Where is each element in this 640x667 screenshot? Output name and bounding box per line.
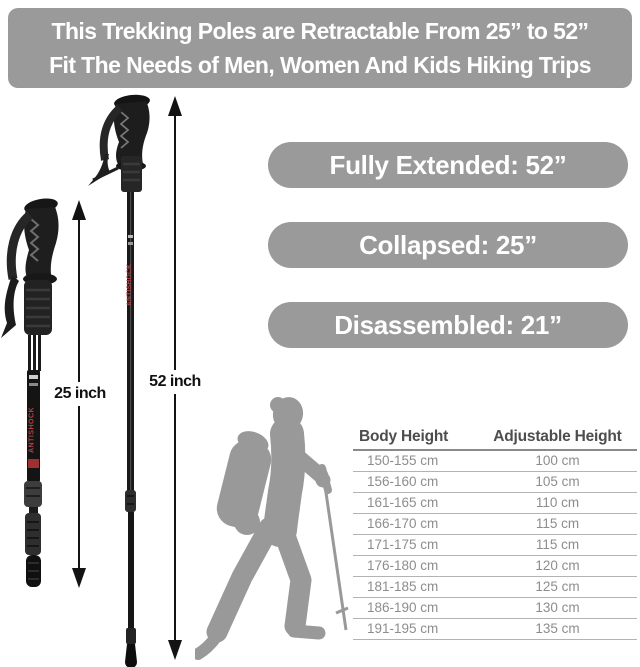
brand-text: ANTISHOCK <box>126 263 133 306</box>
cell-adjustable-height: 105 cm <box>535 474 580 489</box>
cell-body-height: 156-160 cm <box>367 474 439 489</box>
cell-body-height: 161-165 cm <box>367 495 439 510</box>
arrow-down-icon <box>72 568 86 588</box>
cell-body-height: 176-180 cm <box>367 558 439 573</box>
table-row <box>353 577 637 598</box>
table-row <box>353 598 637 619</box>
cell-body-height: 191-195 cm <box>367 621 439 636</box>
size-table <box>353 420 637 640</box>
hiker-silhouette <box>195 392 350 667</box>
cell-adjustable-height: 115 cm <box>535 537 580 552</box>
cell-adjustable-height: 135 cm <box>535 621 580 636</box>
cell-body-height: 186-190 cm <box>367 600 439 615</box>
table-row <box>353 556 637 577</box>
pole-foam-grip <box>24 280 52 335</box>
cell-adjustable-height: 130 cm <box>535 600 580 615</box>
arrow-down-icon <box>168 640 182 660</box>
pole-shaft <box>24 335 42 587</box>
banner-line-1: This Trekking Poles are Retractable From 25” to 52” <box>51 18 589 44</box>
column-header-body-height: Body Height <box>359 428 449 445</box>
table-row <box>353 451 637 472</box>
cell-body-height: 150-155 cm <box>367 453 439 468</box>
table-row <box>353 472 637 493</box>
cell-adjustable-height: 120 cm <box>535 558 580 573</box>
table-row <box>353 493 637 514</box>
cell-body-height: 181-185 cm <box>367 579 439 594</box>
title-banner <box>8 8 632 88</box>
table-row <box>353 619 637 640</box>
banner-line-2: Fit The Needs of Men, Women And Kids Hiking Trips <box>49 52 591 78</box>
cell-adjustable-height: 100 cm <box>535 453 580 468</box>
cell-adjustable-height: 110 cm <box>535 495 580 510</box>
extended-length-label: 52 inch <box>144 370 206 394</box>
cell-adjustable-height: 115 cm <box>535 516 580 531</box>
pole-foam-grip <box>121 156 142 192</box>
pole-shaft <box>125 192 137 667</box>
cell-body-height: 166-170 cm <box>367 516 439 531</box>
column-header-adjustable-height: Adjustable Height <box>493 428 622 445</box>
badge-fully-extended: Fully Extended: 52” <box>268 142 628 188</box>
brand-text: ANTISHOCK <box>28 406 36 453</box>
collapsed-length-label: 25 inch <box>49 382 111 406</box>
cell-body-height: 171-175 cm <box>367 537 439 552</box>
badge-collapsed: Collapsed: 25” <box>268 222 628 268</box>
table-row <box>353 514 637 535</box>
badge-disassembled: Disassembled: 21” <box>268 302 628 348</box>
table-row <box>353 535 637 556</box>
cell-adjustable-height: 125 cm <box>535 579 580 594</box>
size-table-header <box>353 420 637 451</box>
